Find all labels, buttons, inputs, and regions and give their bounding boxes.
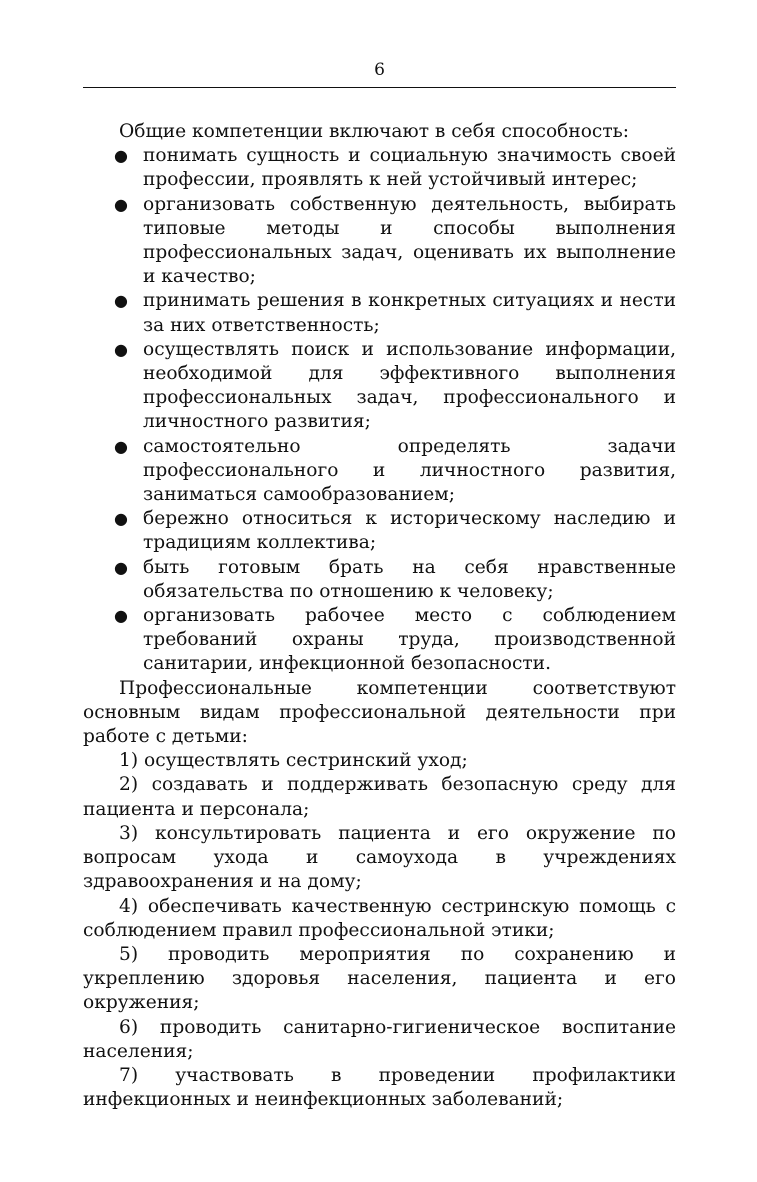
item-number: 2) <box>119 774 139 796</box>
item-number: 1) <box>119 750 139 772</box>
bullet-icon: ● <box>114 509 128 529</box>
item-number: 5) <box>119 943 139 965</box>
general-competencies-intro: Общие компетенции включают в себя способность: <box>119 121 630 142</box>
numbered-item: 3) консультировать пациента и его окружение по вопросам ухода и самоухода в учреждениях здравоохранения и на дому; <box>83 822 676 893</box>
numbered-item: 4) обеспечивать качественную сестринскую помощь с соблюдением правил профессиональной этики; <box>83 895 676 941</box>
bullet-icon: ● <box>114 146 128 166</box>
item-number: 3) <box>119 822 139 844</box>
numbered-item: 6) проводить санитарно-гигиеническое воспитание населения; <box>83 1016 676 1062</box>
item-number: 4) <box>119 895 139 917</box>
bullet-icon: ● <box>114 194 128 214</box>
numbered-item: 5) проводить мероприятия по сохранению и укреплению здоровья населения, пациента и его окружения; <box>83 943 676 1014</box>
list-item: ● принимать решения в конкретных ситуациях и нести за них ответственность; <box>114 290 676 336</box>
page-number: 6 <box>374 60 385 80</box>
list-item: ● организовать собственную деятельность, выбирать типовые методы и способы выполнения профессиональных задач, оценивать их выполнение и качество; <box>114 193 676 288</box>
general-competencies-list <box>83 144 676 676</box>
bullet-icon: ● <box>114 291 128 311</box>
list-item: ● организовать рабочее место с соблюдением требований охраны труда, производственной санитарии, инфекционной безопасности. <box>114 605 676 675</box>
page-header <box>83 0 676 88</box>
numbered-item: 2) создавать и поддерживать безопасную среду для пациента и персонала; <box>83 774 676 820</box>
numbered-item: 7) участвовать в проведении профилактики инфекционных и неинфекционных заболеваний; <box>83 1064 676 1111</box>
list-item: ● понимать сущность и социальную значимость своей профессии, проявлять к ней устойчивый интерес; <box>114 145 676 191</box>
book-page <box>83 0 676 1112</box>
numbered-item: 1) осуществлять сестринский уход; <box>119 750 468 772</box>
list-item: ● осуществлять поиск и использование информации, необходимой для эффективного выполнения профессиональных задач, профессионального и личностного развития; <box>114 338 676 433</box>
page-content <box>83 88 676 1112</box>
item-number: 6) <box>119 1016 139 1038</box>
bullet-icon: ● <box>114 436 128 456</box>
bullet-icon: ● <box>114 339 128 359</box>
list-item: ● бережно относиться к историческому наследию и традициям коллектива; <box>114 508 676 554</box>
bullet-icon: ● <box>114 606 128 626</box>
list-item: ● самостоятельно определять задачи профессионального и личностного развития, заниматься самообразованием; <box>114 435 676 506</box>
list-item: ● быть готовым брать на себя нравственные обязательства по отношению к человеку; <box>114 556 676 602</box>
professional-competencies-intro: Профессиональные компетенции соответствуют основным видам профессиональной деятельности при работе с детьми: <box>83 677 676 748</box>
professional-competencies-list <box>83 749 676 1112</box>
bullet-icon: ● <box>114 557 128 577</box>
item-number: 7) <box>119 1064 139 1086</box>
